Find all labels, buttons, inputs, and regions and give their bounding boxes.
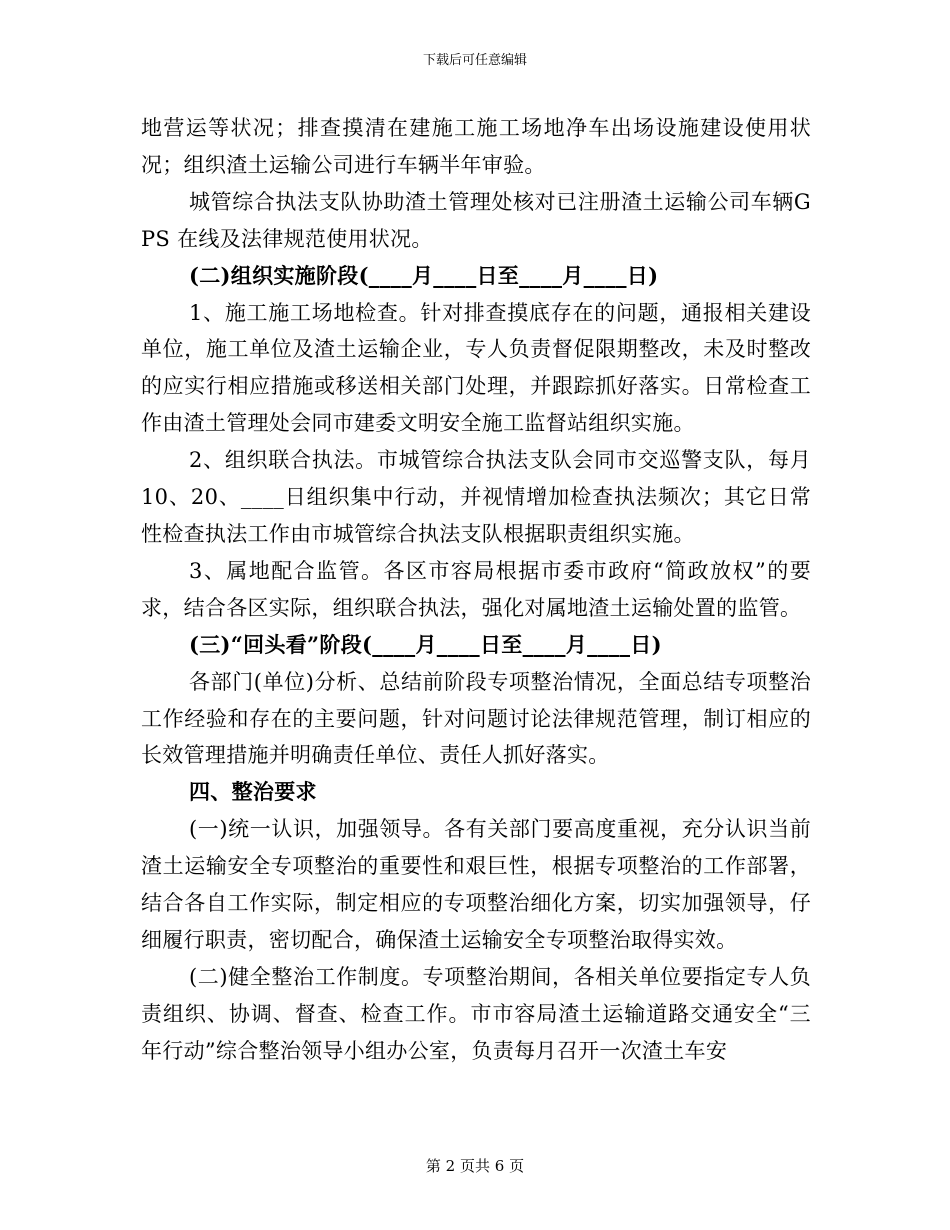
paragraph-work-system: (二)健全整治工作制度。专项整治期间，各相关单位要指定专人负责组织、协调、督查、检查工作。市市容局渣土运输道路交通安全“三年行动”综合整治领导小组办公室，负责每月召开一次渣土车安 <box>141 964 811 1063</box>
section-heading-review-stage: (三)“回头看”阶段(____月____日至____月____日) <box>189 631 662 657</box>
section-heading-implementation-stage: (二)组织实施阶段(____月____日至____月____日) <box>189 262 659 288</box>
paragraph-local-supervision: 3、属地配合监管。各区市容局根据市委市政府“简政放权”的要求，结合各区实际，组织联合执法，强化对属地渣土运输处置的监管。 <box>141 558 811 620</box>
paragraph-site-inspection: 1、施工施工场地检查。针对排查摸底存在的问题，通报相关建设单位，施工单位及渣土运输企业，专人负责督促限期整改，未及时整改的应实行相应措施或移送相关部门处理，并跟踪抓好落实。日常检查工作由渣土管理处会同市建委文明安全施工监督站组织实施。 <box>141 300 811 436</box>
paragraph-1: 地营运等状况；排查摸清在建施工施工场地净车出场设施建设使用状况；组织渣土运输公司进行车辆半年审验。 <box>141 116 811 177</box>
paragraph-unified-understanding: (一)统一认识，加强领导。各有关部门要高度重视，充分认识当前渣土运输安全专项整治的重要性和艰巨性，根据专项整治的工作部署，结合各自工作实际，制定相应的专项整治细化方案，切实加强领导，仔细履行职责，密切配合，确保渣土运输安全专项整治取得实效。 <box>141 817 811 952</box>
paragraph-review-summary: 各部门(单位)分析、总结前阶段专项整治情况，全面总结专项整治工作经验和存在的主要问题，针对问题讨论法律规范管理，制订相应的长效管理措施并明确责任单位、责任人抓好落实。 <box>141 669 811 768</box>
paragraph-2: 城管综合执法支队协助渣土管理处核对已注册渣土运输公司车辆GPS 在线及法律规范使用状况。 <box>141 189 811 251</box>
document-body <box>141 110 811 1070</box>
page-number: 第 2 页共 6 页 <box>425 1157 525 1175</box>
header-note: 下载后可任意编辑 <box>422 53 527 68</box>
paragraph-joint-enforcement: 2、组织联合执法。市城管综合执法支队会同市交巡警支队，每月10、20、____日组织集中行动，并视情增加检查执法频次；其它日常性检查执法工作由市城管综合执法支队根据职责组织实施。 <box>141 448 811 546</box>
section-heading-requirements: 四、整治要求 <box>189 779 317 805</box>
